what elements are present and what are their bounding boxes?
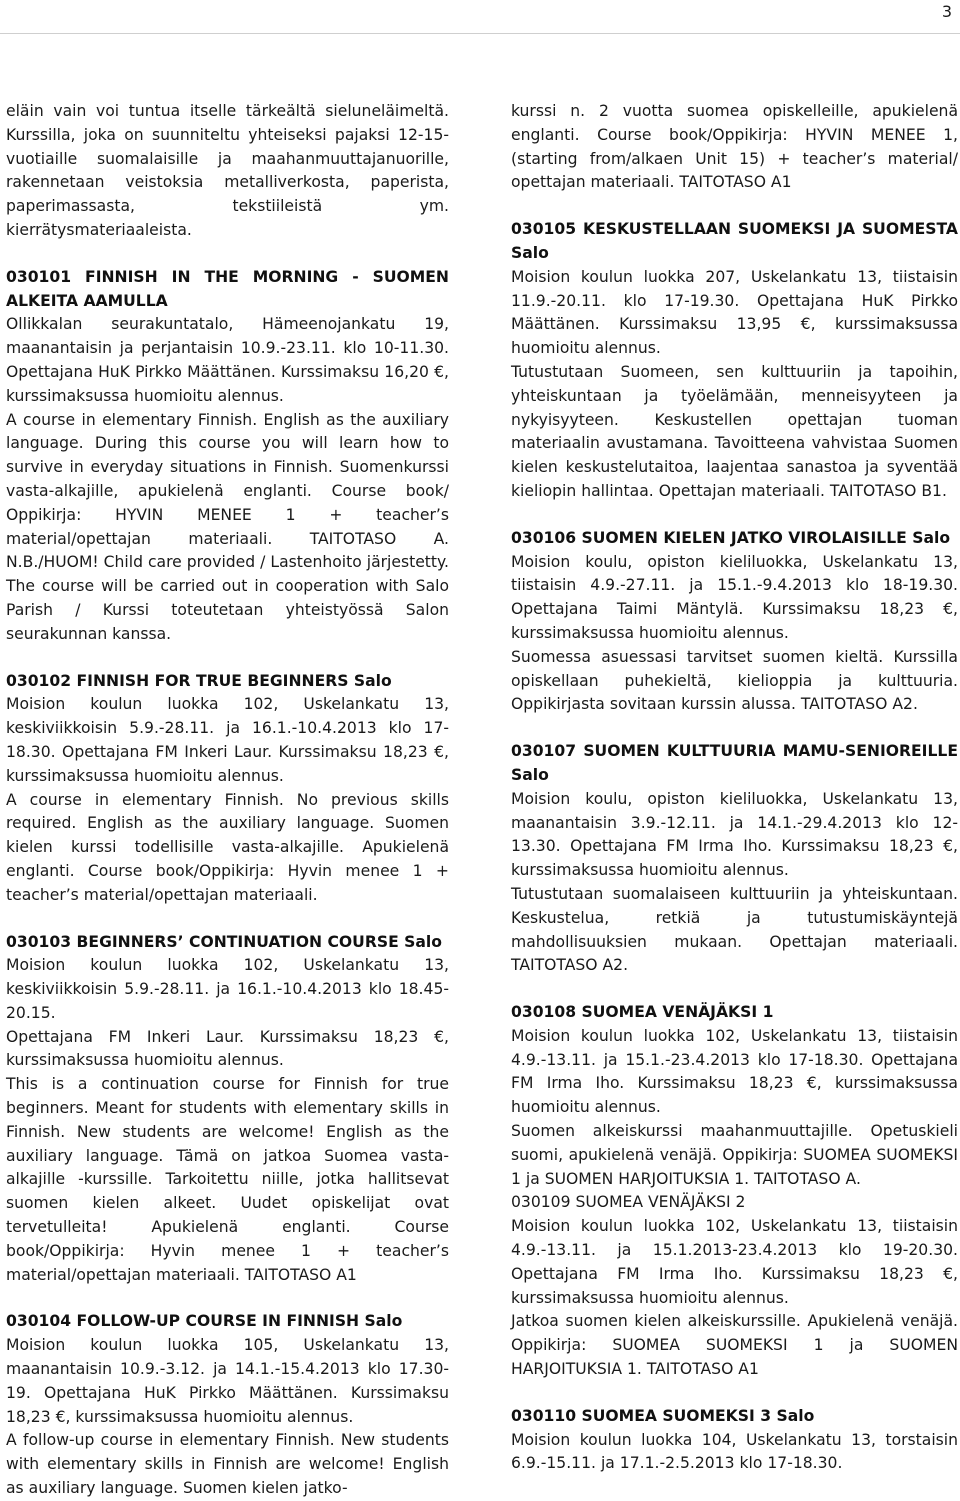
course-details: Moision koulun luokka 102, Uskelankatu 13, tiistaisin 4.9.-13.11. ja 15.1.2013-23.4.2013 klo 19-20.30. Opettajana FM Irma Iho. Kurssimaksu 18,23 €, kurssimaksussa huomioitu alennus. — [511, 1217, 958, 1307]
course-details: Moision koulu, opiston kieliluokka, Uskelankatu 13, tiistaisin 4.9.-27.11. ja 15.1.-9.4.2013 klo 18-19.30. Opettajana Taimi Mäntylä. Kurssimaksu 18,23 €, kurssimaksussa huomioitu alennus. — [511, 552, 958, 642]
course-details: Moision koulun luokka 102, Uskelankatu 13, keskiviikkoisin 5.9.-28.11. ja 16.1.-10.4.2013 klo 18.45-20.15. — [6, 956, 449, 1022]
course-details: Moision koulun luokka 207, Uskelankatu 13, tiistaisin 11.9.-20.11. klo 17-19.30. Opettajana HuK Pirkko Määttänen. Kurssimaksu 13,95 €, kurssimaksussa huomioitu alennus. — [511, 267, 958, 358]
course-030106 — [511, 527, 958, 717]
course-details: Moision koulun luokka 102, Uskelankatu 13, tiistaisin 4.9.-13.11. ja 15.1.-23.4.2013 klo 17-18.30. Opettajana FM Irma Iho. Kurssimaksu 18,23 €, kurssimaksussa huomioitu alennus. — [511, 1026, 958, 1117]
course-title: 030101 FINNISH IN THE MORNING - SUOMEN ALKEITA AAMULLA — [6, 267, 449, 310]
left-column — [6, 100, 449, 1501]
course-description: Tutustutaan suomalaiseen kulttuuriin ja yhteiskuntaan. Keskustelua, retkiä ja tutustumiskäyntejä mahdollisuuksien mukaan. Opettajan materiaali. TAITOTASO A2. — [511, 884, 958, 975]
course-title: 030102 FINNISH FOR TRUE BEGINNERS Salo — [6, 671, 392, 690]
course-details: Moision koulun luokka 102, Uskelankatu 13, keskiviikkoisin 5.9.-28.11. ja 16.1.-10.4.2013 klo 17-18.30. Opettajana FM Inkeri Laur. Kurssimaksu 18,23 €, kurssimaksussa huomioitu alennus. — [6, 695, 449, 785]
course-030103 — [6, 931, 449, 1288]
course-description: A course in elementary Finnish. No previous skills required. English as the auxiliary language. Suomen kielen kurssi todellisille vasta-alkajille. Apukielenä englanti. Course book/Oppikirja: Hyvin menee 1 + teacher’s material/opettajan materiaali. — [6, 790, 449, 904]
course-description: Tutustutaan Suomeen, sen kulttuuriin ja tapoihin, yhteiskuntaan ja työelämään, menneisyyteen ja nykyisyyteen. Keskustellen opettajan tuoman materiaalin avustamana. Tavoitteena vahvistaa Suomen kielen keskustelutaitoa, laajentaa sanastoa ja syventää kieliopin hallintaa. Opettajan materiaali. TAITOTASO B1. — [511, 362, 958, 500]
course-description: Suomessa asuessasi tarvitset suomen kieltä. Kurssilla opiskellaan puhekieltä, kielioppia ja kulttuuria. Oppikirjasta sovitaan kurssin alussa. TAITOTASO A2. — [511, 647, 958, 714]
continuation-paragraph: kurssi n. 2 vuotta suomea opiskelleille, apukielenä englanti. Course book/Oppikirja: HYVIN MENEE 1, (starting from/alkaen Unit 15) + teacher’s material/ opettajan materiaali. TAITOTASO A1 — [511, 102, 958, 192]
course-title: 030104 FOLLOW-UP COURSE IN FINNISH Salo — [6, 1312, 403, 1331]
course-030109 — [511, 1191, 958, 1381]
course-title: 030103 BEGINNERS’ CONTINUATION COURSE Salo — [6, 932, 442, 951]
course-title: 030108 SUOMEA VENÄJÄKSI 1 — [511, 1003, 774, 1022]
course-details: Moision koulun luokka 104, Uskelankatu 13, torstaisin 6.9.-15.11. ja 17.1.-2.5.2013 klo 17-18.30. — [511, 1430, 958, 1473]
course-title: 030107 SUOMEN KULTTUURIA MAMU-SENIOREILLE Salo — [511, 742, 958, 784]
intro-paragraph: eläin vain voi tuntua itselle tärkeältä sieluneläimeltä. Kurssilla, joka on suunniteltu yhteiseksi pajaksi 12-15-vuotiaille suomalaisille ja maahanmuuttajanuorille, rakennetaan veistoksia metalliverkosta, paperista, paperimassasta, tekstiileistä ym. kierrätysmateriaaleista. — [6, 102, 449, 239]
course-description: Jatkoa suomen kielen alkeiskurssille. Apukielenä venäjä. Oppikirja: SUOMEA SUOMEKSI 1 ja SUOMEN HARJOITUKSIA 1. TAITOTASO A1 — [511, 1312, 958, 1379]
header-rule — [0, 33, 960, 34]
course-description: This is a continuation course for Finnish for true beginners. Meant for students with elementary skills in Finnish. New students are welcome! English as the auxiliary language. Tämä on jatkoa Suomea vasta-alkajille -kurssille. Tarkoitettu niille, jotka hallitsevat suomen kielen alkeet. Uudet opiskelijat ovat tervetulleita! Apukielenä englanti. Course book/Oppikirja: Hyvin menee 1 + teacher’s material/opettajan materiaali. TAITOTASO A1 — [6, 1075, 449, 1284]
course-030102 — [6, 670, 449, 908]
course-description: Suomen alkeiskurssi maahanmuuttajille. Opetuskieli suomi, apukielenä venäjä. Oppikirja: SUOMEA SUOMEKSI 1 ja SUOMEN HARJOITUKSIA 1. TAITOTASO A. — [511, 1122, 958, 1188]
course-title: 030106 SUOMEN KIELEN JATKO VIROLAISILLE Salo — [511, 528, 951, 547]
course-details: Ollikkalan seurakuntatalo, Hämeenojankatu 19, maanantaisin ja perjantaisin 10.9.-23.11. klo 10-11.30. Opettajana HuK Pirkko Määttänen. Kurssimaksu 16,20 €, kurssimaksussa huomioitu alennus. — [6, 315, 449, 405]
course-title: 030110 SUOMEA SUOMEKSI 3 Salo — [511, 1406, 815, 1425]
course-030110 — [511, 1405, 958, 1476]
course-030101 — [6, 266, 449, 647]
course-030107 — [511, 740, 958, 978]
course-description: A follow-up course in elementary Finnish. New students with elementary skills in Finnish are welcome! English as auxiliary language. Suomen kielen jatko- — [6, 1431, 449, 1498]
course-details-teacher: Opettajana FM Inkeri Laur. Kurssimaksu 18,23 €, kurssimaksussa huomioitu alennus. — [6, 1027, 449, 1070]
course-030104 — [6, 1310, 449, 1500]
course-details: Moision koulu, opiston kieliluokka, Uskelankatu 13, maanantaisin 3.9.-12.11. ja 14.1.-29.4.2013 klo 12-13.30. Opettajana FM Irma Iho. Kurssimaksu 18,23 €, kurssimaksussa huomioitu alennus. — [511, 789, 958, 880]
page-number: 3 — [941, 2, 952, 21]
course-details: Moision koulun luokka 105, Uskelankatu 13, maanantaisin 10.9.-3.12. ja 14.1.-15.4.2013 klo 17.30-19. Opettajana HuK Pirkko Määttänen. Kurssimaksu 18,23 €, kurssimaksussa huomioitu alennus. — [6, 1336, 449, 1426]
right-column — [511, 100, 958, 1476]
course-title: 030109 SUOMEA VENÄJÄKSI 2 — [511, 1193, 746, 1212]
course-030105 — [511, 218, 958, 504]
course-title: 030105 KESKUSTELLAAN SUOMEKSI JA SUOMESTA Salo — [511, 220, 958, 262]
course-030108 — [511, 1001, 958, 1191]
course-description: A course in elementary Finnish. English as the auxiliary language. During this course you will learn how to survive in everyday situations in Finnish. Suomenkurssi vasta-alkajille, apukielenä englanti. Course book/ Oppikirja: HYVIN MENEE 1 + teacher’s material/opettajan materiaali. TAITOTASO A. N.B./HUOM! Child care provided / Lastenhoito järjestetty. The course will be carried out in cooperation with Salo Parish / Kurssi toteutetaan yhteistyössä Salon seurakunnan kanssa. — [6, 410, 449, 643]
